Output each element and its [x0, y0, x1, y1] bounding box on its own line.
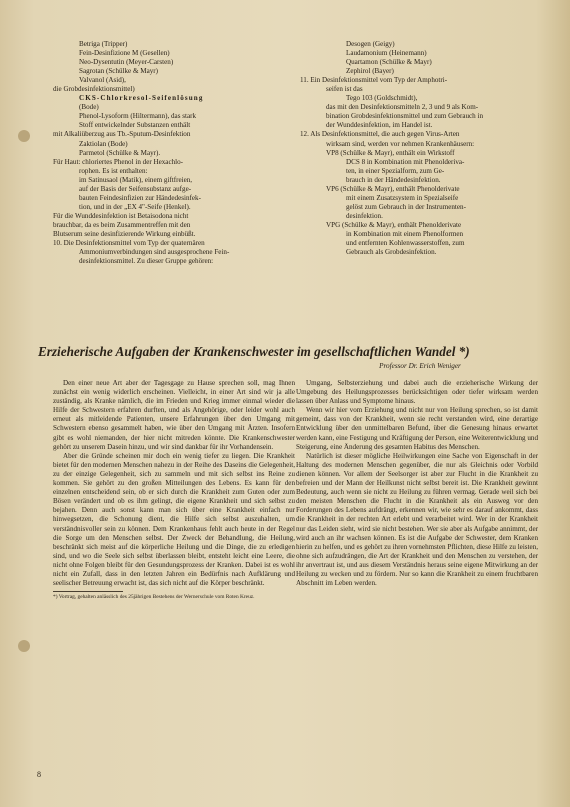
paragraph: Wenn wir hier vom Erziehung und nicht nur von Heilung sprechen, so ist damit gemeint, dass von der Krankheit, wenn sie recht verstanden wird, eine derartige Entwicklung über den unmittelbaren Befund, über die Genesung hinaus erwartet werden kann, eine Festigung und Kräftigung der Person, eine Weiterentwicklung und Steigerung, eine Änderung des gesamten Habitus des Menschen.: [296, 406, 539, 451]
text-line: Valvanol (Asid),: [79, 76, 126, 85]
text-line: VP8 (Schülke & Mayr), enthält ein Wirkstoff: [326, 148, 455, 157]
text-line: ten, in einer Spezialform, zum Ge-: [346, 166, 445, 175]
text-line: Betriga (Tripper): [79, 40, 128, 48]
text-line: Für Haut: chloriertes Phenol in der Hexachlo-: [53, 157, 184, 166]
text-line: wirksam sind, werden vor nehmen Krankenhäusern:: [326, 139, 475, 148]
text-line: DCS 8 in Kombination mit Phenolderiva-: [346, 157, 465, 166]
text-line: seifen ist das: [326, 85, 363, 94]
paragraph: Den einer neue Art aber der Tagesgage zu Hause sprechen soll, mag Ihnen zunächst ein wenig widerlich erscheinen. Vielleicht, in einer Art sind wir ja alle zuständig, als Kranke nämlich, die im Frieden und Krieg immer einmal wieder die Hilfe der Schwestern erfahren durften, und als Angehörige, oder leider wohl auch erneut als mitleidende Patienten, unsere Erfahrungen über den Umgang mit Schwestern ebenso gesammelt haben, wie über den Umgang mit Ärzten. Insofern gibt es wohl niemanden, der hier nicht mitreden könnte. Die Krankenschwester gehört zu unserem Dasein hinzu, und wir sind dankbar für ihr Vorhandensein.: [53, 379, 295, 451]
text-line: Phenol-Lysoform (Hiltermann), das stark: [79, 112, 197, 121]
text-line: Quartamon (Schülke & Mayr): [346, 58, 432, 67]
text-line: Parmetol (Schülke & Mayr).: [79, 148, 161, 157]
footnote-divider: [53, 591, 123, 592]
punch-hole: [18, 640, 30, 652]
paragraph: Aber die Gründe scheinen mir doch ein wenig tiefer zu liegen. Die Krankheit bietet für den modernen Menschen nahezu in der Reihe des Daseins die Gelegenheit, zu der einzige Gelegenheit, sich zu sammeln und mit sich selbst ins Reine zu kommen. Sie gehört zu den großen Mitteilungen des Lebens. Es kann für den einzelnen entscheidend sein, ob er sich durch die Krankheit zum Guten oder zum Bösen verändert und ob es ihm gelingt, die eigene Krankheit und sich selbst zu bejahen. Denn auch sonst kann man sich über eine Krankheit einfach nur hinwegsetzen, die Schonung dient, die Hilfe sich selbst auszuhalten, um verständnisvoller sein zu können. Dem Krankenhaus fehlt auch heute in der Regel die Sorge um den Menschen selbst. Der Zweck der Behandlung, die Heilung, beschränkt sich meist auf die körperliche Heilung und die Dinge, die zu erledigen sind, und wo die Seele sich selbst überlassen bleibt, entsteht leicht eine Leere, die nicht ohne Folgen bleibt für den Gesundungsprozess der Kranken. Dabei ist es wohl nicht ein Zufall, dass in den letzten Jahren ein Bedürfnis nach Aufklärung und seelischer Betreuung erwacht ist, das sich nicht auf die Körper beschränkt.: [53, 451, 295, 588]
text-line: Neo-Dysentutin (Meyer-Carsten): [79, 58, 174, 67]
punch-hole: [18, 130, 30, 142]
text-line: Zephirol (Bayer): [346, 67, 394, 76]
text-line: in Kombination mit einem Phenolformen: [346, 229, 464, 238]
text-line: Sagrotan (Schülke & Mayr): [79, 67, 158, 76]
text-line: (Bode): [79, 103, 99, 112]
text-line: das mit den Desinfektionsmitteln 2, 3 und 9 als Kom-: [326, 103, 479, 112]
top-left-column: [53, 40, 285, 266]
article-left-column: [53, 379, 295, 601]
text-line: 12. Als Desinfektionsmittel, die auch gegen Virus-Arten: [300, 130, 460, 139]
text-line: 11. Ein Desinfektionsmittel vom Typ der Amphotri-: [300, 76, 448, 85]
text-line: Blutserum seine desinfizierende Wirkung einbüßt.: [53, 229, 196, 238]
text-line: tion, und in der „EX 4"-Seife (Henkel).: [79, 202, 191, 211]
text-line: Laudamonium (Heinemann): [346, 49, 427, 58]
text-line: die Grobdesinfektionsmittel): [53, 85, 135, 94]
text-line: brauchbar, da es beim Zusammentreffen mit den: [53, 220, 191, 229]
paragraph: Umgang, Selbsterziehung und dabei auch die erzieherische Wirkung der Umgebung des Heilungsprozesses berücksichtigen oder tiefer wirksam werden lassen über Anlass und Symptome hinaus.: [296, 379, 538, 406]
text-line: gelöst zum Gebrauch in der Instrumenten-: [346, 202, 466, 211]
article-author: Professor Dr. Erich Weniger: [379, 362, 461, 370]
page-number: 8: [37, 770, 41, 779]
text-line: mit einem Zusatzsystem in Spezialseife: [346, 193, 459, 202]
text-line: rophen. Es ist enthalten:: [79, 166, 148, 175]
article-title: Erzieherische Aufgaben der Krankenschwester im gesellschaftlichen Wandel *): [38, 344, 470, 359]
text-line: VPG (Schülke & Mayr), enthält Phenolderivate: [326, 220, 462, 229]
article-right-column: [296, 379, 538, 588]
paragraph: Natürlich ist dieser mögliche Heilwirkungen eine Sache von Eigenschaft in der Haltung des modernen Menschen gegenüber, die nur als Gleichnis oder Vorbild dienen können. Vor allem der Seelsorger ist aber zur Flucht in die Krankheit zu befreien und der Mann der Heilkunst nicht selbst bereit ist. Die Krankheit gewinnt Bedeutung, auch wenn sie nicht zu Heilung zu führen vermag. Gerade weil sich bei den meisten Menschen die Flucht in die Krankheit als ein Ausweg vor den Forderungen des Lebens aufdrängt, erkennen wir, wie sehr es darauf ankommt, dass die Krankheit in der rechten Art erlebt und verarbeitet wird. Wer in der Krankheit nur das Leiden sieht, wird sie nicht bestehen. Wer sie aber als Aufgabe annimmt, der wird auch an ihr wachsen können. Es ist die Aufgabe der Schwester, dem Kranken hierin zu helfen, und es gehört zu ihren vornehmsten Pflichten, diese Hilfe zu leisten, ohne sich aufzudrängen, die Art der Krankheit und den Menschen zu verstehen, der ihr anvertraut ist, und aus diesem Verständnis heraus seine eigene Mitwirkung an der Heilung zu wecken und zu fördern. Nur so kann die Krankheit zu einem fruchtbaren Abschnitt im Leben werden.: [296, 451, 538, 588]
text-line: Für die Wunddesinfektion ist Betaisodona nicht: [53, 211, 189, 220]
footnote: *) Vortrag, gehalten anlässlich des 25jährigen Bestehens der Wernerschule vom Roten Kreuz.: [53, 594, 255, 601]
text-line: im Satinusaol (Matik), einem giftfreien,: [79, 175, 193, 184]
text-line: brauch in der Händedesinfektion.: [346, 175, 441, 184]
text-line: der Wunddesinfektion, im Handel ist.: [326, 121, 433, 130]
text-line: auf der Basis der Seifensubstanz aufge-: [79, 184, 192, 193]
text-line: Gebrauch als Grobdesinfektion.: [346, 248, 437, 257]
text-line: bination Grobdesinfektionsmittel und zum Gebrauch in: [326, 112, 484, 121]
text-line: Desogen (Geigy): [346, 40, 395, 48]
text-line: Ammoniumverbindungen sind ausgesprochene Fein-: [79, 248, 230, 257]
text-line: Zaktiolan (Bode): [79, 139, 128, 148]
text-line: CKS-Chlorkresol-Seifenlösung: [79, 94, 204, 103]
text-line: mit Alkaliüberzug aus Tb.-Sputum-Desinfektion: [53, 130, 191, 139]
text-line: Stoff entwickelnder Substanzen enthält: [79, 121, 191, 130]
text-line: 10. Die Desinfektionsmittel vom Typ der quaternären: [53, 239, 205, 248]
text-line: Fein-Desinfizione M (Gesellen): [79, 49, 170, 58]
text-line: und entfernten Kohlenwasserstoffen, zum: [346, 239, 465, 248]
text-line: desinfektionsmittel. Zu dieser Gruppe gehören:: [79, 257, 214, 266]
text-line: bauten Feindesinfizien zur Händedesinfek-: [79, 193, 201, 202]
top-right-column: [300, 40, 540, 257]
text-line: desinfektion.: [346, 211, 383, 220]
text-line: Tego 103 (Goldschmidt),: [346, 94, 418, 103]
text-line: VP6 (Schülke & Mayr), enthält Phenolderivate: [326, 184, 460, 193]
